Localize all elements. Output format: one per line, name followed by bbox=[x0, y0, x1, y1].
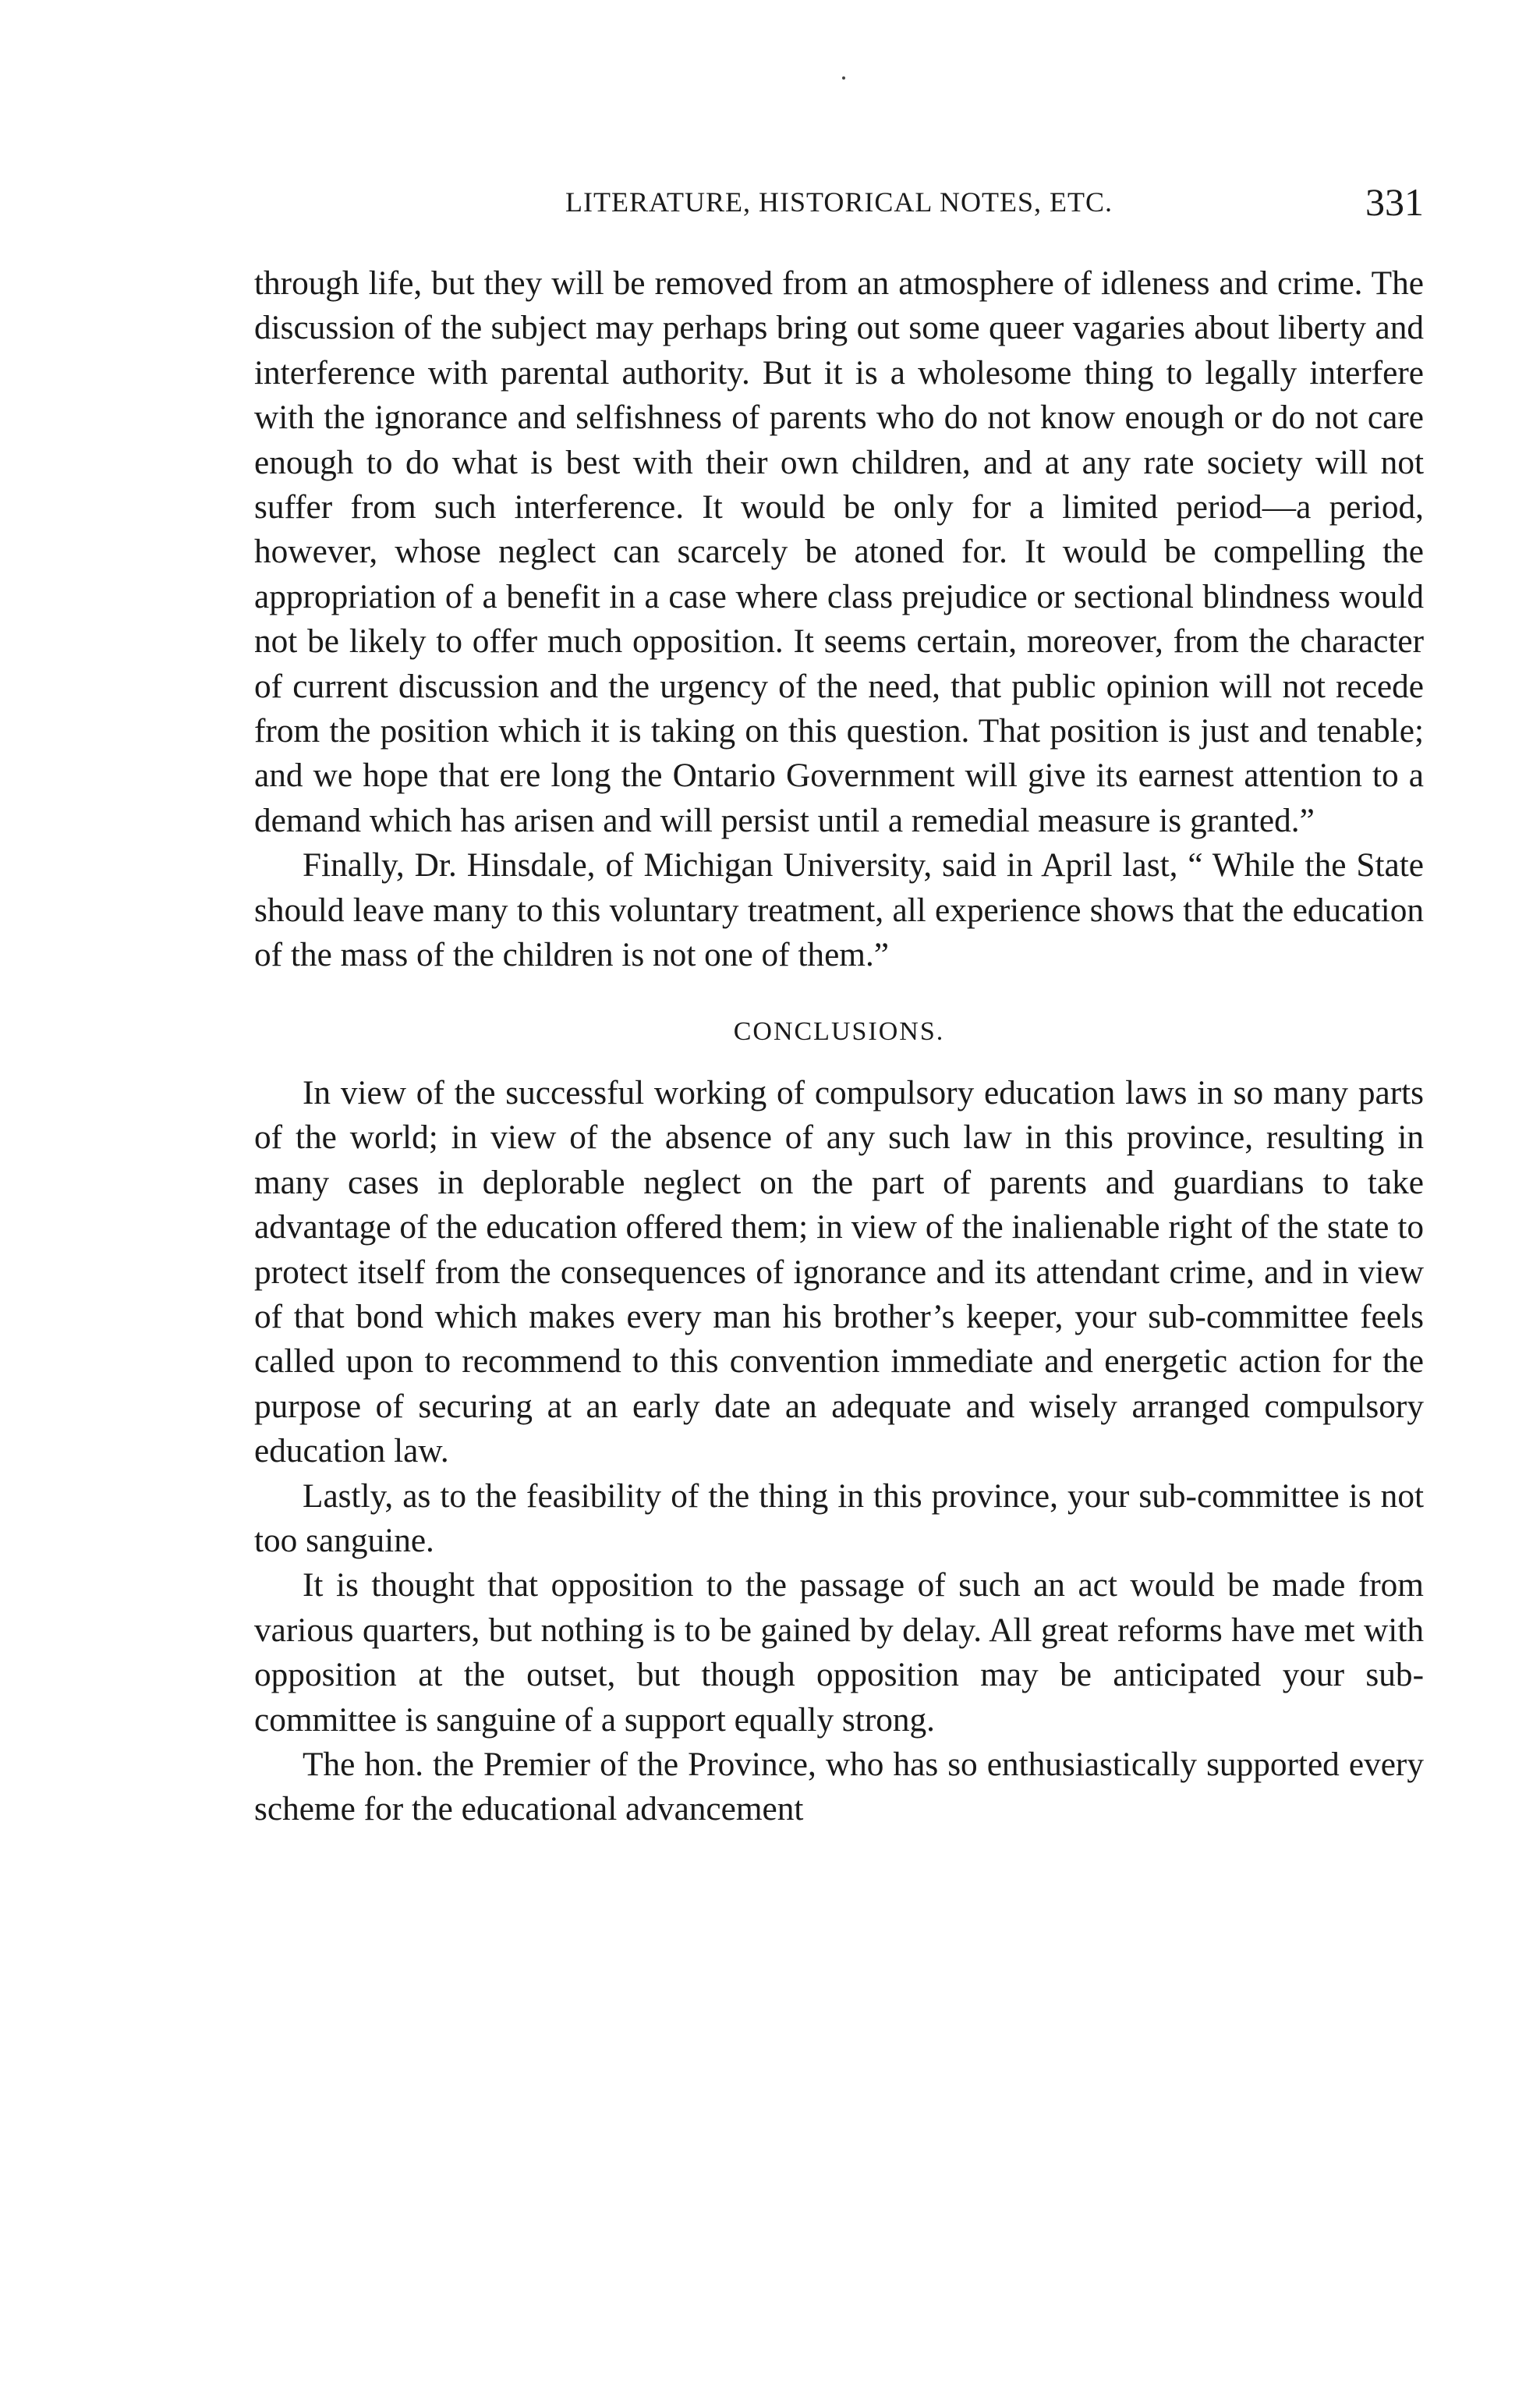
body-text bbox=[254, 261, 1424, 1832]
paragraph-premier: The hon. the Premier of the Province, who has so enthusiastically supported every scheme for the educational advancement bbox=[254, 1746, 1424, 1828]
section-heading-conclusions: CONCLUSIONS. bbox=[733, 1016, 945, 1046]
paragraph-opposition: It is thought that opposition to the passage of such an act would be made from various quarters, but nothing is to be gained by delay. All great reforms have met with opposition at the outset, but though opposition may be anticipated your sub-committee is sanguine of a support equally strong. bbox=[254, 1566, 1424, 1739]
paragraph-lastly: Lastly, as to the feasibility of the thing in this province, your sub-committee is not too sanguine. bbox=[254, 1477, 1424, 1559]
page-header bbox=[254, 179, 1424, 234]
paragraph-continued: through life, but they will be removed from an atmosphere of idleness and crime. The discussion of the subject may perhaps bring out some queer vagaries about liberty and interference with parental authority. But it is a wholesome thing to legally interfere with the ignorance and selfishness of parents who do not know enough or do not care enough to do what is best with their own children, and at any rate society will not suffer from such interference. It would be only for a limited period—a period, however, whose neglect can scarcely be atoned for. It would be compelling the appropriation of a benefit in a case where class prejudice or sectional blindness would not be likely to offer much opposition. It seems certain, moreover, from the character of current discussion and the urgency of the need, that public opinion will not recede from the position which it is taking on this question. That position is just and tenable; and we hope that ere long the Ontario Government will give its earnest attention to a demand which has arisen and will persist until a remedial measure is granted.” bbox=[254, 264, 1424, 839]
stray-ink-dot bbox=[842, 76, 845, 80]
running-head: LITERATURE, HISTORICAL NOTES, ETC. bbox=[565, 186, 1113, 218]
book-page bbox=[254, 179, 1424, 2348]
paragraph-in-view: In view of the successful working of compulsory education laws in so many parts of the world; in view of the absence of any such law in this province, resulting in many cases in deplorable neglect on the part of parents and guardians to take advantage of the education offered them; in view of the inalienable right of the state to protect itself from the consequences of ignorance and its attendant crime, and in view of that bond which makes every man his brother’s keeper, your sub-committee feels called upon to recommend to this convention immediate and energetic action for the purpose of securing at an early date an adequate and wisely arranged compulsory education law. bbox=[254, 1073, 1424, 1470]
paragraph-hinsdale-quote: Finally, Dr. Hinsdale, of Michigan University, said in April last, “ While the State should leave many to this voluntary treatment, all experience shows that the education of the mass of the children is not one of them.” bbox=[254, 846, 1424, 974]
page-number: 331 bbox=[1365, 180, 1424, 224]
